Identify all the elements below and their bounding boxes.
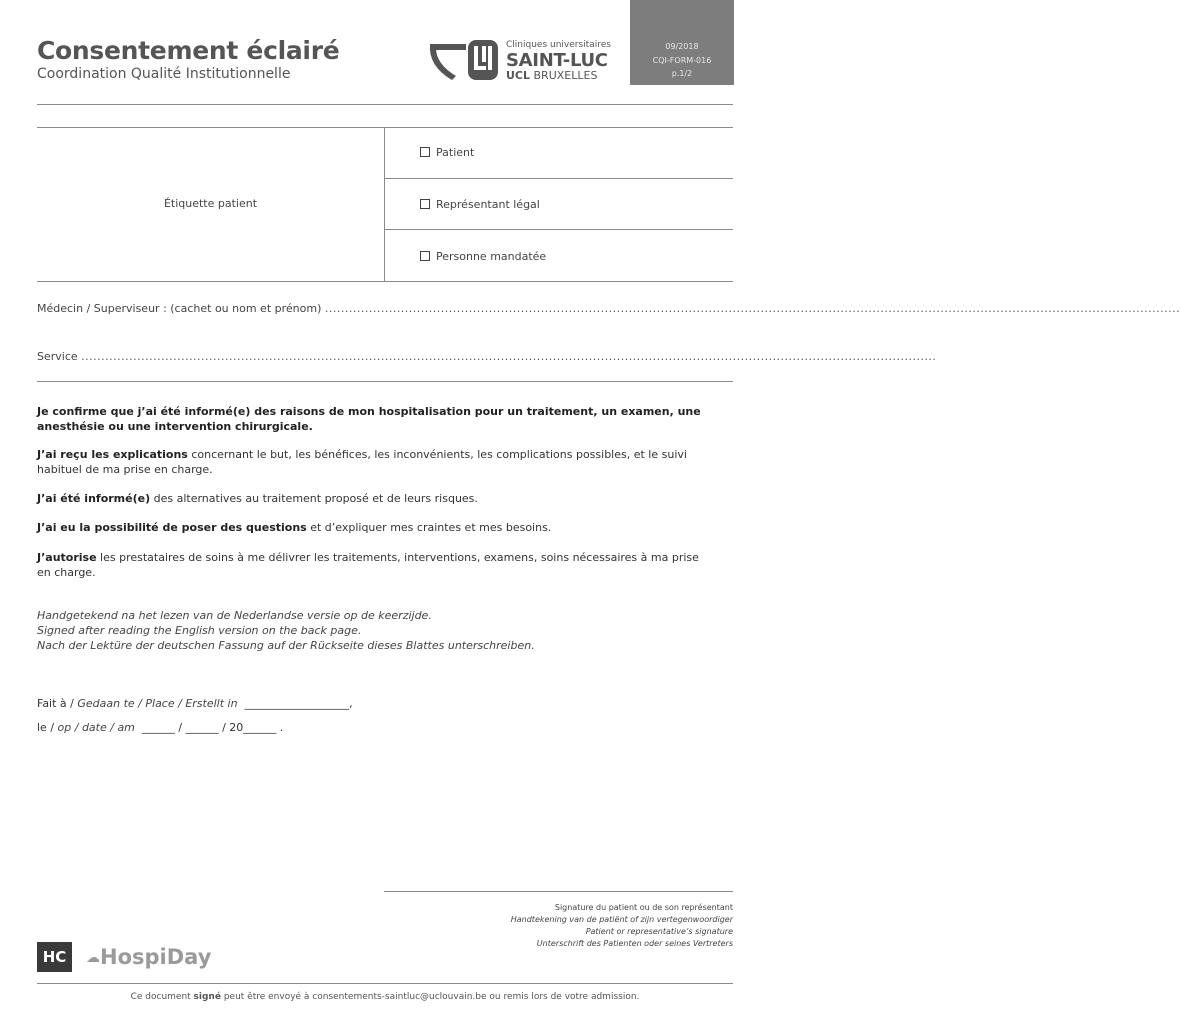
date-label-italic: op / date / am [57,721,135,734]
consent-text: concernant le but, les bénéfices, les inconvénients, les complications possibles, et le suivi habituel de ma prise en charge. [37,448,687,476]
hospiday-logo [86,945,211,969]
option-patient[interactable] [420,146,474,159]
consent-bold: J’ai reçu les explications [37,448,188,461]
footer-note-pre: Ce document [130,992,194,1002]
hospiday-icon: ☁ [86,950,100,966]
checkbox[interactable] [420,199,430,209]
option-label: Représentant légal [436,198,540,211]
place-field[interactable] [37,696,727,711]
translation-nl: Handgetekend na het lezen van de Nederlandse versie op de keerzijde. [37,609,432,622]
footer-note-post: peut être envoyé à consentements-saintluc@uclouvain.be ou remis lors de votre admission. [220,992,640,1002]
header-divider [37,104,733,105]
consent-bold: Je confirme que j’ai été informé(e) des raisons de mon hospitalisation pour un traitement, un examen, une anesthésie ou une intervention chirurgicale. [37,405,701,433]
consent-bold: J’ai eu la possibilité de poser des questions [37,521,307,534]
page-subtitle: Coordination Qualité Institutionnelle [37,66,291,82]
date-field[interactable] [37,720,727,735]
hc-logo: HC [37,942,72,972]
option-label: Personne mandatée [436,250,547,263]
signature-label-nl: Handtekening van de patiënt of zijn vertegenwoordiger [510,915,733,924]
form-date: 09/2018 [665,42,699,51]
signature-label-fr: Signature du patient ou de son représentant [554,903,733,912]
service-field-label: Service [37,350,78,363]
option-mandated-person[interactable] [420,250,546,263]
place-label-italic: Gedaan te / Place / Erstellt in [77,697,238,710]
logo-city: BRUXELLES [533,69,598,82]
service-field-dots: ...................................................................................................................................................................................................................... [81,350,937,363]
logo-text-big: SAINT-LUC [506,50,608,71]
footer-note-bold: signé [193,992,221,1002]
checkbox[interactable] [420,251,430,261]
form-page: p.1/2 [671,69,693,78]
option-label: Patient [436,146,475,159]
translation-de: Nach der Lektüre der deutschen Fassung auf der Rückseite dieses Blattes unterschreiben. [37,639,535,652]
footer-divider [37,983,733,984]
consent-paragraph [37,520,727,535]
date-blank: ______ / ______ / 20______ . [141,721,284,734]
consent-paragraph [37,447,727,477]
fields-divider [37,381,733,382]
signature-label-en: Patient or representative’s signature [585,927,733,936]
option-legal-representative[interactable] [420,198,540,211]
table-top-border [37,127,733,128]
table-row-divider [384,178,733,179]
signature-label-de: Unterschrift des Patienten oder seines Vertreters [536,939,733,948]
page-title: Consentement éclairé [37,36,340,65]
table-bottom-border [37,281,733,282]
consent-paragraph [37,491,727,506]
consent-paragraph [37,404,727,434]
saint-luc-logo-icon [426,36,504,84]
doctor-field-label: Médecin / Superviseur : (cachet ou nom et prénom) [37,302,322,315]
consent-text: des alternatives au traitement proposé et de leurs risques. [150,492,478,505]
form-code: CQI-FORM-016 [652,56,712,65]
patient-label-cell: Étiquette patient [163,197,258,210]
logo-ucl: UCL [506,69,531,82]
hospiday-text: HospiDay [100,945,212,969]
consent-text: et d’expliquer mes craintes et mes besoins. [306,521,552,534]
form-reference-box [630,0,734,85]
doctor-field[interactable] [37,302,1180,315]
translation-en: Signed after reading the English version on the back page. [37,624,362,637]
consent-paragraph [37,550,702,580]
consent-bold: J’autorise [37,551,97,564]
logo-text-line [506,69,597,82]
logo-text-small: Cliniques universitaires [506,40,611,50]
table-row-divider [384,229,733,230]
checkbox[interactable] [420,147,430,157]
consent-bold: J’ai été informé(e) [37,492,151,505]
doctor-field-dots: ...................................................................................................................................................................................................................... [324,302,1180,315]
table-vertical-divider [384,127,385,281]
date-label: le / [37,721,58,734]
signature-line[interactable] [384,891,733,892]
place-label: Fait à / [37,697,78,710]
footer-note [37,992,733,1002]
service-field[interactable] [37,350,937,363]
consent-text: les prestataires de soins à me délivrer les traitements, interventions, examens, soins nécessaires à ma prise en charge. [37,551,699,579]
place-blank: ___________________, [244,697,353,710]
